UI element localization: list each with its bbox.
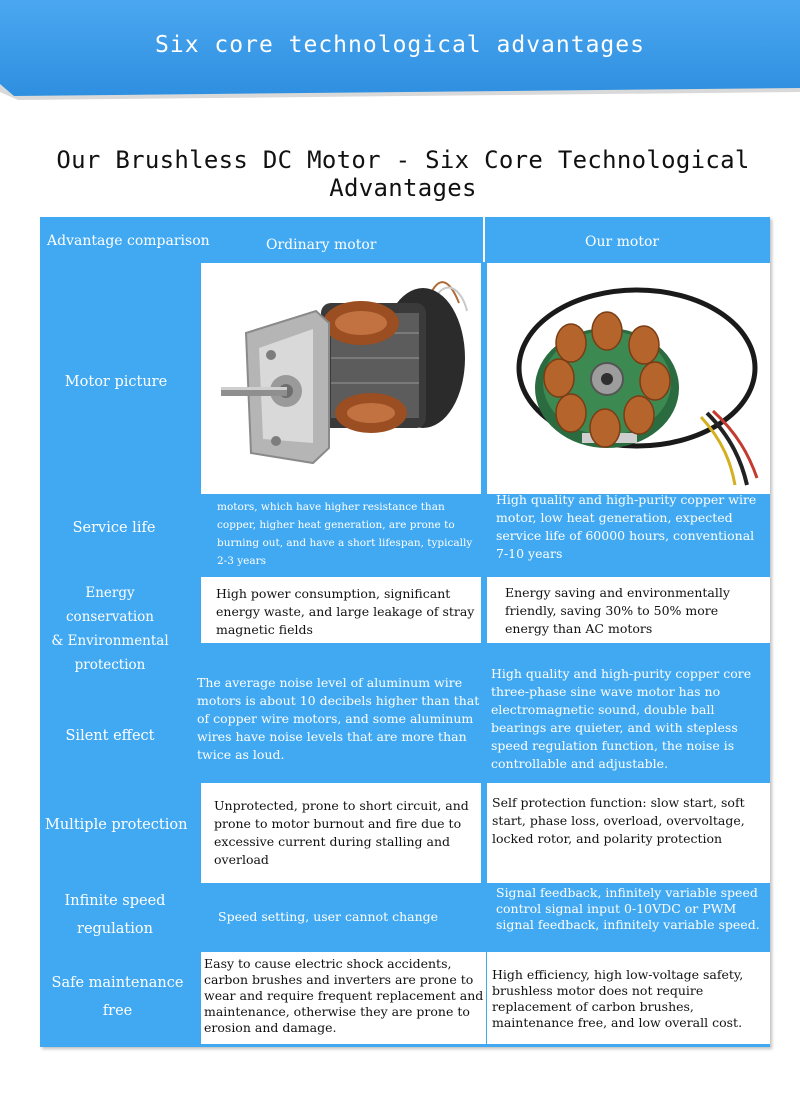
ordinary-motor-picture [201,263,481,494]
row-label-maintenance [40,969,195,1025]
row-label-speed [40,887,190,943]
our-maintenance-cell [487,952,770,1044]
row-label-speed-line2: regulation [77,921,153,937]
our-silent: High quality and high-purity copper core three-phase sine wave motor has no electromagnetic sound, double ball bearings are quieter, and with stepless speed regulation function, the noise is controllable and adjustable. [491,666,752,771]
header-advantage-comparison: Advantage comparison [47,233,210,249]
ordinary-service-life: Most of them are enameled aluminum wire motors, which have higher resistance than copper, higher heat generation, are prone to burning out, and have a short lifespan, typically 2-3 years [217,483,473,567]
ordinary-maintenance: Easy to cause electric shock accidents, carbon brushes and inverters are prone to wear and require frequent replacement and maintenance, otherwise they are prone to erosion and damage. [204,956,484,1035]
bldc-stator-icon [487,263,770,494]
ordinary-speed: Speed setting, user cannot change [218,909,439,924]
header-ordinary-motor: Ordinary motor [266,237,377,253]
row-label-speed-line1: Infinite speed [64,893,166,909]
row-label-silent: Silent effect [65,728,155,744]
our-motor-picture [487,263,770,494]
our-maintenance: High efficiency, high low-voltage safety, brushless motor does not require replacement of carbon brushes, maintenance free, and low overall cost. [492,967,744,1030]
row-label-energy-line1: Energy conservation [66,585,154,625]
ordinary-energy: High power consumption, significant energy waste, and large leakage of stray magnetic fields [216,586,475,637]
row-label-maintenance-line1: Safe maintenance [51,975,184,991]
row-label-energy-line2: & Environmental [51,633,169,649]
comparison-table [40,217,770,1047]
our-protection-cell [487,783,770,883]
row-label-service-life: Service life [72,520,156,536]
page-title: Our Brushless DC Motor - Six Core Technological Advantages [56,146,750,202]
our-energy-cell [487,577,770,643]
header-our-motor: Our motor [585,234,660,250]
top-banner [0,0,800,100]
row-label-energy [40,581,180,677]
row-label-protection: Multiple protection [45,817,188,833]
brushed-motor-icon [201,263,481,494]
ordinary-protection: Unprotected, prone to short circuit, and prone to motor burnout and fire due to excessive current during stalling and overload [214,798,469,867]
banner-title: Six core technological advantages [155,32,645,58]
ordinary-energy-cell [201,577,481,643]
our-energy: Energy saving and environmentally friendly, saving 30% to 50% more energy than AC motors [505,585,730,636]
ordinary-maintenance-cell [201,952,486,1044]
our-speed: Signal feedback, infinitely variable speed control signal input 0-10VDC or PWM signal feedback, infinitely variable speed. [496,885,760,932]
our-service-life: High quality and high-purity copper wire motor, low heat generation, expected service life of 60000 hours, conventional 7-10 years [496,492,757,561]
row-label-energy-line3: protection [74,657,146,673]
row-label-motor-picture: Motor picture [64,374,168,390]
our-protection: Self protection function: slow start, soft start, phase loss, overload, overvoltage, locked rotor, and polarity protection [492,795,745,846]
ordinary-protection-cell [201,783,481,883]
header-divider [483,217,485,262]
row-label-maintenance-line2: free [102,1003,133,1019]
ordinary-silent: The average noise level of aluminum wire motors is about 10 decibels higher than that of copper wire motors, and some aluminum wires have noise levels that are more than twice as loud. [197,675,480,762]
